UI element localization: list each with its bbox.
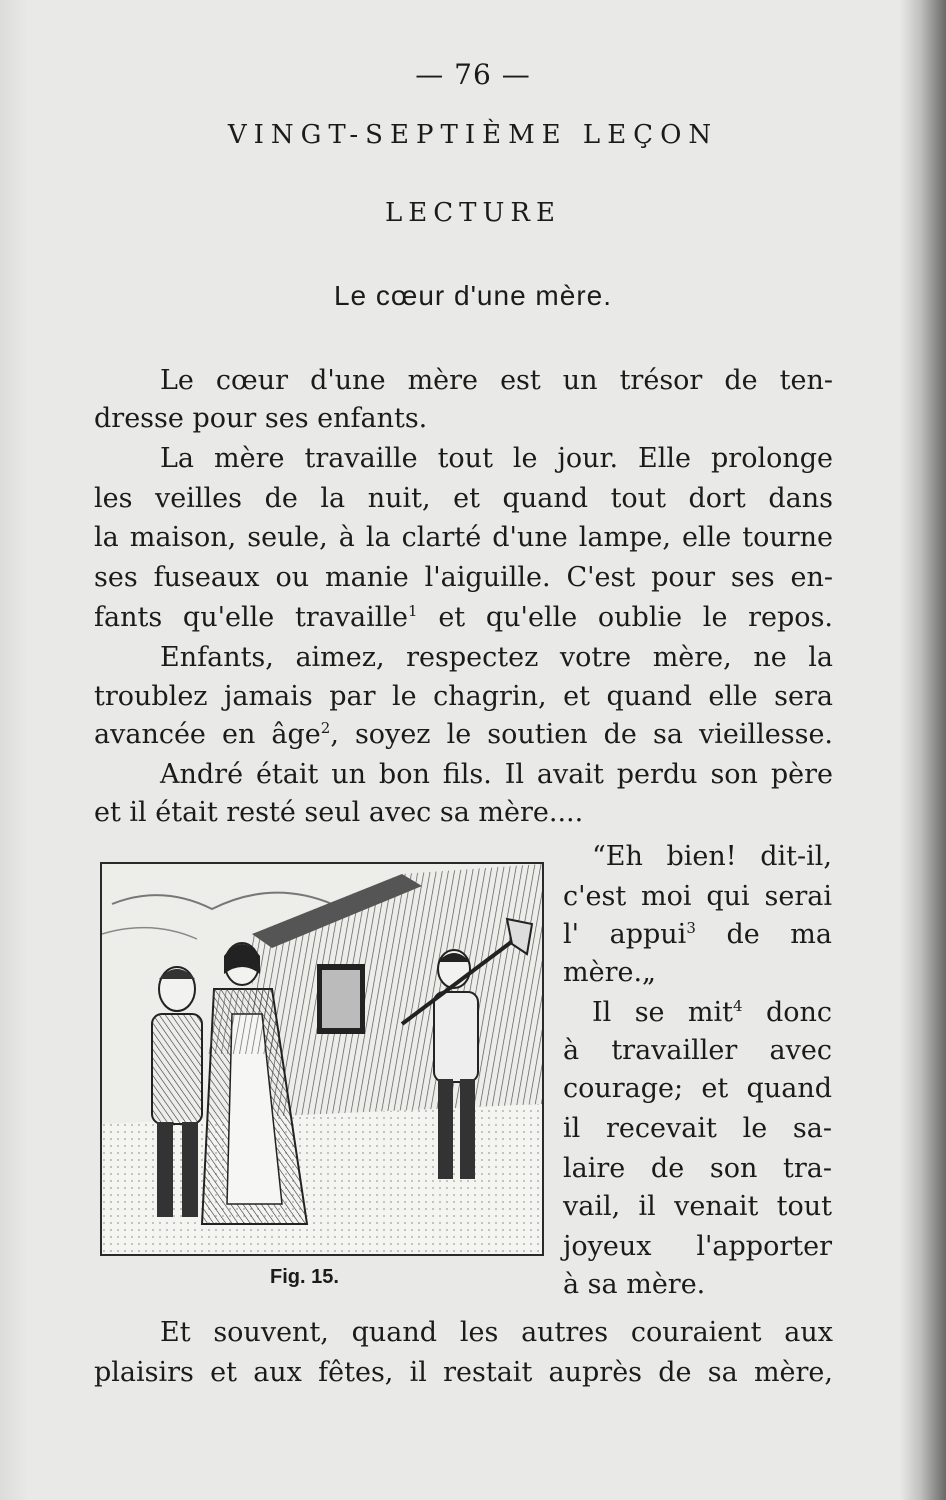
column-text-line: Il se mit$^4$ donc [592, 997, 833, 1028]
text-line: troublez jamais par le chagrin, et quand elle sera [94, 681, 833, 712]
footnote-marker: 1 [408, 602, 418, 620]
footnote-marker: 4 [733, 997, 743, 1015]
lesson-heading: VINGT-SEPTIÈME LEÇON [227, 120, 719, 150]
footnote-marker: 2 [320, 719, 331, 737]
section-heading: LECTURE [385, 198, 561, 228]
column-text-line: il recevait le sa- [563, 1113, 832, 1144]
column-text-line: l' appui$^3$ de ma [563, 919, 832, 950]
column-text-line: c'est moi qui serai [563, 881, 832, 912]
column-text-line: mère.„ [563, 957, 657, 988]
column-text-line: à travailler avec [563, 1035, 832, 1066]
column-text-line: joyeux l'apporter [563, 1231, 832, 1262]
page-number: — 76 — [415, 58, 531, 91]
text-line: La mère travaille tout le jour. Elle prolonge [160, 443, 833, 474]
text-line: Le cœur d'une mère est un trésor de ten- [160, 365, 833, 396]
text-line: avancée en âge$^2$, soyez le soutien de sa vieillesse. [94, 719, 834, 750]
text-line: dresse pour ses enfants. [94, 403, 428, 434]
text-line: ses fuseaux ou manie l'aiguille. C'est pour ses en- [94, 562, 833, 593]
column-text-line: “Eh bien! dit-il, [592, 841, 832, 872]
column-text-line: laire de son tra- [563, 1153, 832, 1184]
reading-title: Le cœur d'une mère. [333, 280, 612, 311]
column-text-line: à sa mère. [563, 1269, 706, 1300]
text-line: la maison, seule, à la clarté d'une lampe, elle tourne [94, 522, 833, 553]
illustration-figure [100, 862, 544, 1256]
text-line: Enfants, aimez, respectez votre mère, ne la [160, 642, 833, 673]
text-line: plaisirs et aux fêtes, il restait auprès de sa mère, [94, 1357, 833, 1388]
text-line: les veilles de la nuit, et quand tout dort dans [94, 483, 833, 514]
text-line: fants qu'elle travaille$^1$ et qu'elle oublie le repos. [94, 602, 834, 633]
column-text-line: courage; et quand [563, 1073, 832, 1104]
engraving-illustration [102, 864, 542, 1254]
footnote-marker: 3 [686, 919, 696, 937]
text-line: et il était resté seul avec sa mère.... [94, 797, 584, 828]
text-line: André était un bon fils. Il avait perdu son père [160, 759, 833, 790]
figure-caption: Fig. 15. [270, 1266, 339, 1288]
column-text-line: vail, il venait tout [563, 1191, 832, 1222]
text-line: Et souvent, quand les autres couraient aux [160, 1317, 833, 1348]
